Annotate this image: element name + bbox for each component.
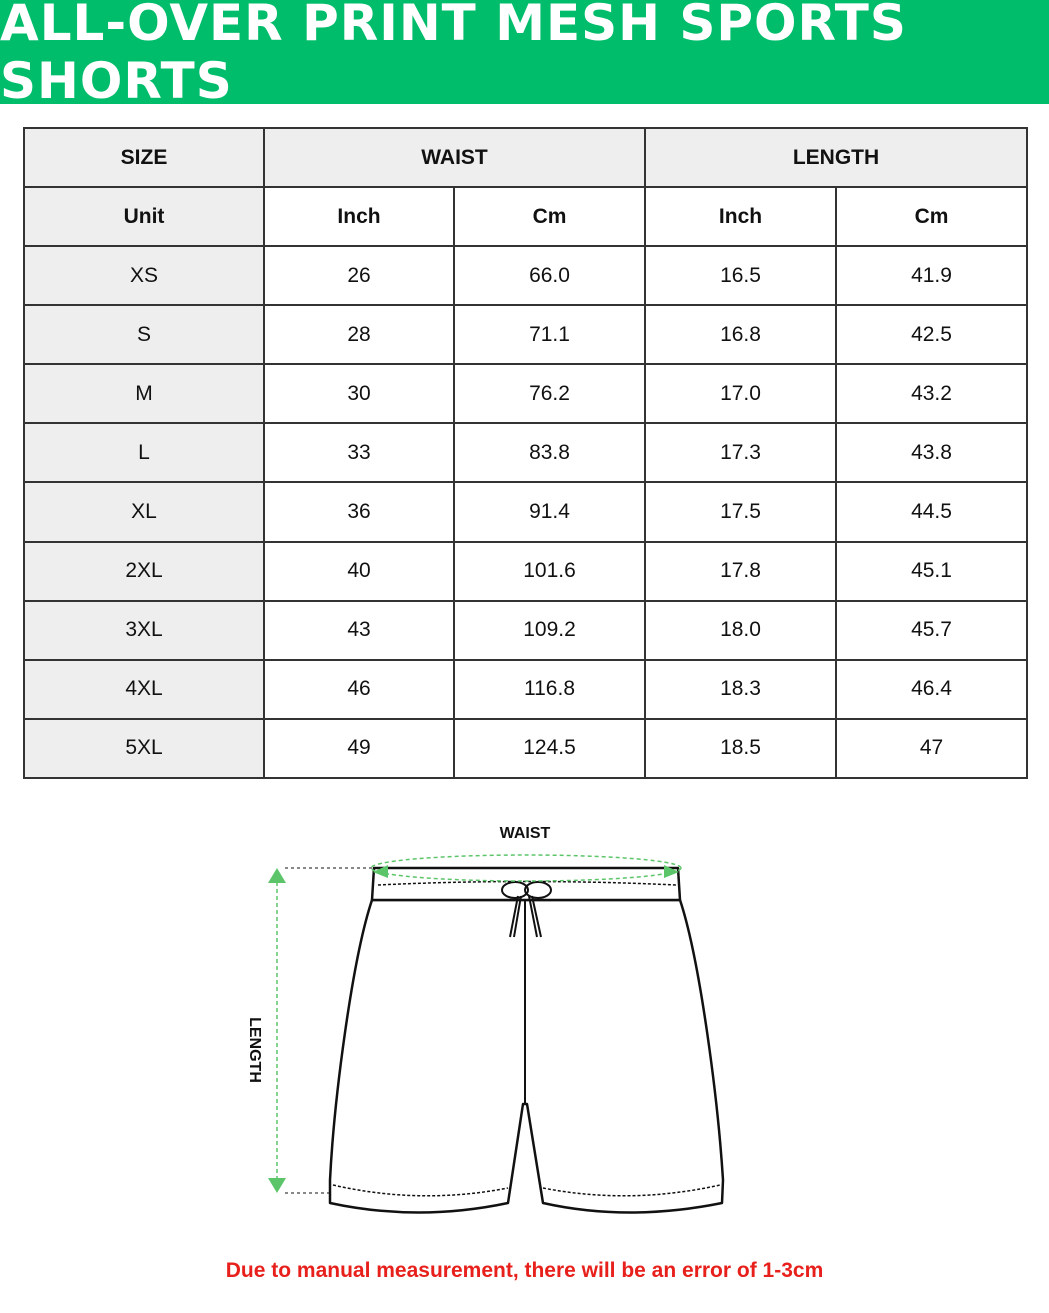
cell-length-inch: 17.3	[645, 423, 836, 482]
cell-waist-cm: 76.2	[454, 364, 645, 423]
table-row	[24, 482, 1027, 541]
title-banner	[0, 0, 1049, 110]
cell-size: 5XL	[24, 719, 264, 778]
table-unit-row	[24, 187, 1027, 246]
unit-waist-cm: Cm	[454, 187, 645, 246]
cell-waist-inch: 36	[264, 482, 454, 541]
cell-size: XL	[24, 482, 264, 541]
cell-waist-inch: 30	[264, 364, 454, 423]
cell-length-inch: 16.5	[645, 246, 836, 305]
cell-waist-cm: 91.4	[454, 482, 645, 541]
cell-waist-cm: 71.1	[454, 305, 645, 364]
cell-length-inch: 18.3	[645, 660, 836, 719]
cell-length-inch: 16.8	[645, 305, 836, 364]
header-size: SIZE	[24, 128, 264, 187]
table-row	[24, 246, 1027, 305]
header-length: LENGTH	[645, 128, 1027, 187]
cell-size: M	[24, 364, 264, 423]
table-header-row	[24, 128, 1027, 187]
cell-size: XS	[24, 246, 264, 305]
cell-size: 2XL	[24, 542, 264, 601]
cell-waist-cm: 116.8	[454, 660, 645, 719]
table-row	[24, 660, 1027, 719]
cell-length-cm: 46.4	[836, 660, 1027, 719]
unit-length-cm: Cm	[836, 187, 1027, 246]
cell-length-cm: 43.8	[836, 423, 1027, 482]
cell-length-cm: 47	[836, 719, 1027, 778]
size-chart-table	[23, 127, 1028, 779]
cell-waist-inch: 40	[264, 542, 454, 601]
cell-length-inch: 17.5	[645, 482, 836, 541]
cell-length-inch: 17.8	[645, 542, 836, 601]
cell-length-cm: 42.5	[836, 305, 1027, 364]
cell-waist-inch: 49	[264, 719, 454, 778]
cell-waist-cm: 101.6	[454, 542, 645, 601]
unit-waist-inch: Inch	[264, 187, 454, 246]
table-row	[24, 601, 1027, 660]
cell-length-cm: 45.7	[836, 601, 1027, 660]
waist-label: WAIST	[499, 825, 551, 842]
cell-waist-cm: 83.8	[454, 423, 645, 482]
cell-waist-inch: 46	[264, 660, 454, 719]
cell-length-cm: 43.2	[836, 364, 1027, 423]
cell-waist-inch: 33	[264, 423, 454, 482]
table-row	[24, 542, 1027, 601]
unit-label: Unit	[24, 187, 264, 246]
cell-length-inch: 18.0	[645, 601, 836, 660]
cell-size: L	[24, 423, 264, 482]
cell-waist-cm: 66.0	[454, 246, 645, 305]
page-title: ALL-OVER PRINT MESH SPORTS SHORTS	[0, 0, 907, 110]
header-waist: WAIST	[264, 128, 645, 187]
length-label: LENGTH	[246, 1017, 263, 1083]
shorts-icon	[330, 868, 723, 1213]
measurement-note: Due to manual measurement, there will be an error of 1-3cm	[225, 1259, 824, 1282]
cell-length-inch: 18.5	[645, 719, 836, 778]
cell-waist-inch: 28	[264, 305, 454, 364]
cell-waist-cm: 124.5	[454, 719, 645, 778]
cell-waist-inch: 43	[264, 601, 454, 660]
table-row	[24, 364, 1027, 423]
shorts-diagram	[0, 800, 1049, 1240]
cell-length-cm: 44.5	[836, 482, 1027, 541]
cell-size: S	[24, 305, 264, 364]
cell-waist-inch: 26	[264, 246, 454, 305]
table-row	[24, 719, 1027, 778]
unit-length-inch: Inch	[645, 187, 836, 246]
cell-waist-cm: 109.2	[454, 601, 645, 660]
cell-length-inch: 17.0	[645, 364, 836, 423]
cell-size: 3XL	[24, 601, 264, 660]
cell-length-cm: 45.1	[836, 542, 1027, 601]
cell-length-cm: 41.9	[836, 246, 1027, 305]
table-row	[24, 423, 1027, 482]
cell-size: 4XL	[24, 660, 264, 719]
table-row	[24, 305, 1027, 364]
